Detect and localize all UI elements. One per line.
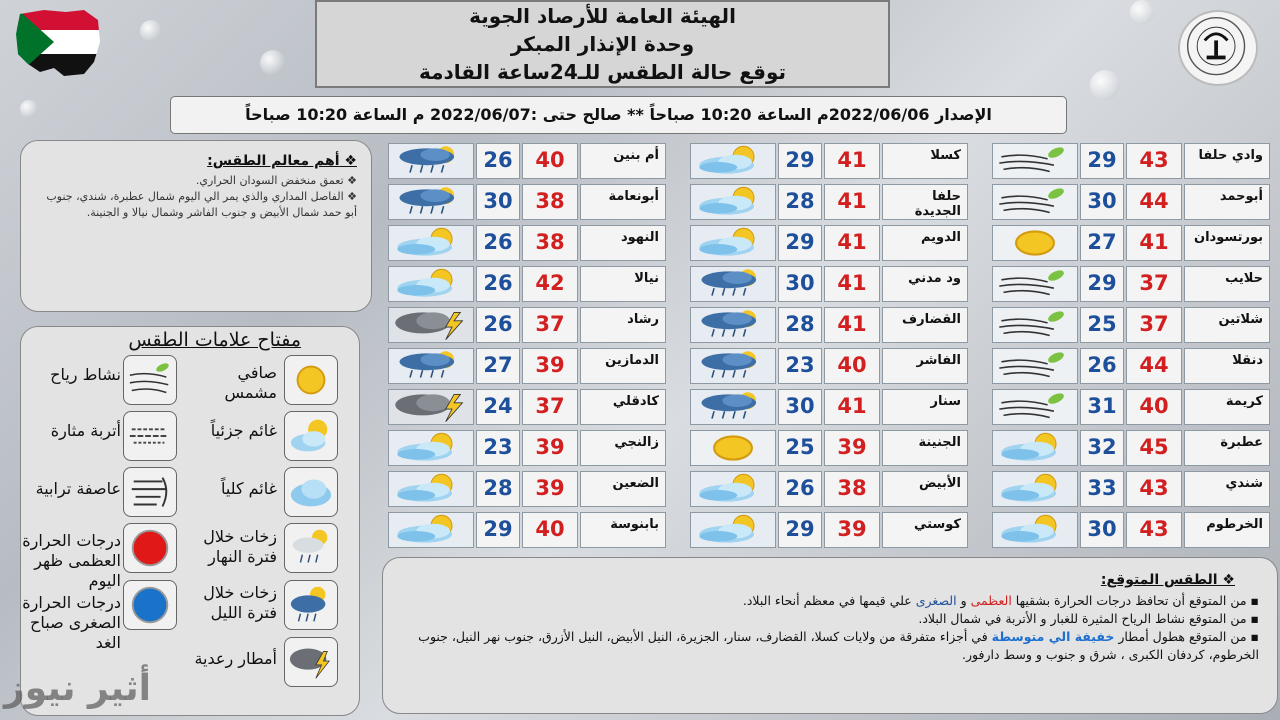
city-forecast-row [690, 266, 972, 302]
min-temp-value: 24 [476, 389, 520, 425]
min-temp-value: 29 [1080, 143, 1124, 179]
max-temp-value: 43 [1126, 471, 1182, 507]
authority-name: الهيئة العامة للأرصاد الجوية [469, 4, 736, 28]
min-temp-value: 30 [1080, 512, 1124, 548]
partly-cloudy-icon [284, 411, 338, 461]
cloudy-icon [284, 467, 338, 517]
city-forecast-row [388, 430, 670, 466]
city-forecast-row [388, 389, 670, 425]
features-item: ❖ الفاصل المداري والذي يمر الي اليوم شمال عطبرة، شندي، جنوب أبو حمد شمال الأبيض و جنوب الفاشر وشمال نيالا و الجنينة. [46, 190, 357, 219]
min-temp-value: 25 [1080, 307, 1124, 343]
background-droplet [20, 100, 38, 118]
city-forecast-row [388, 512, 670, 548]
min-temp-value: 30 [1080, 184, 1124, 220]
legend-label: زخات خلال فترة النهار [203, 527, 277, 566]
city-forecast-row [992, 143, 1274, 179]
min-temp-value: 30 [778, 389, 822, 425]
weather-condition-icon [690, 471, 776, 507]
issue-validity-line: الإصدار 2022/06/06م الساعة 10:20 صباحاً ** صالح حتى :2022/06/07 م الساعة 10:20 صباحاً [170, 96, 1067, 134]
weather-condition-icon [690, 512, 776, 548]
min-temp-value: 29 [778, 512, 822, 548]
min-temp-value: 23 [778, 348, 822, 384]
wind-icon [123, 355, 177, 405]
max-temp-value: 44 [1126, 184, 1182, 220]
weather-condition-icon [388, 389, 474, 425]
city-forecast-row [992, 348, 1274, 384]
min-temp-value: 29 [778, 143, 822, 179]
city-forecast-row [690, 143, 972, 179]
weather-condition-icon [388, 143, 474, 179]
min-temp-value: 33 [1080, 471, 1124, 507]
city-forecast-row [690, 430, 972, 466]
legend-label: عاصفة ترابية [35, 479, 121, 498]
min-temp-value: 29 [778, 225, 822, 261]
weather-condition-icon [690, 307, 776, 343]
max-temp-value: 38 [522, 184, 578, 220]
sudan-flag-icon [14, 6, 102, 78]
max-temp-value: 37 [1126, 307, 1182, 343]
city-name: بابنوسة [580, 512, 666, 548]
city-name: الفاشر [882, 348, 968, 384]
day-showers-icon [284, 523, 338, 573]
unit-name: وحدة الإنذار المبكر [510, 32, 695, 56]
background-droplet [260, 50, 286, 76]
legend-label: أتربة مثارة [50, 421, 121, 440]
weather-condition-icon [388, 184, 474, 220]
city-name: نيالا [580, 266, 666, 302]
legend-label: صافي مشمس [224, 363, 277, 402]
min-temp-value: 27 [476, 348, 520, 384]
city-forecast-row [388, 266, 670, 302]
max-temp-value: 39 [522, 430, 578, 466]
city-name: دنقلا [1184, 348, 1270, 384]
city-forecast-row [690, 512, 972, 548]
features-title-row: ❖ أهم معالم الطقس: [207, 153, 357, 169]
background-droplet [1130, 0, 1154, 24]
legend-label: درجات الحرارة الصغرى صباح الغد [22, 593, 121, 652]
city-name: الأبيض [882, 471, 968, 507]
city-name: ود مدني [882, 266, 968, 302]
weather-condition-icon [388, 512, 474, 548]
legend-label: زخات خلال فترة الليل [203, 583, 277, 622]
city-forecast-row [690, 348, 972, 384]
meteorological-authority-logo [1178, 10, 1258, 86]
min-temp-value: 29 [476, 512, 520, 548]
features-list [35, 173, 357, 221]
min-temp-value: 32 [1080, 430, 1124, 466]
background-droplet [1090, 70, 1120, 100]
min-temp-value: 23 [476, 430, 520, 466]
min-temp-icon [123, 580, 177, 630]
min-temp-value: 27 [1080, 225, 1124, 261]
city-forecast-row [388, 471, 670, 507]
max-temp-value: 40 [1126, 389, 1182, 425]
max-temp-value: 41 [824, 143, 880, 179]
weather-condition-icon [388, 348, 474, 384]
max-temp-value: 41 [824, 266, 880, 302]
city-name: أم بنين [580, 143, 666, 179]
max-temp-value: 38 [522, 225, 578, 261]
features-item: ❖ تعمق منخفض السودان الحراري. [195, 174, 357, 187]
forecast-title: توقع حالة الطقس للـ24ساعة القادمة [418, 60, 787, 84]
min-temp-value: 31 [1080, 389, 1124, 425]
max-temp-value: 43 [1126, 512, 1182, 548]
max-temp-value: 42 [522, 266, 578, 302]
bulletin-title-box [315, 0, 890, 88]
min-temp-word: الصغرى [915, 593, 957, 608]
city-forecast-row [992, 184, 1274, 220]
city-forecast-row [690, 389, 972, 425]
weather-features-panel [20, 140, 372, 312]
city-name: القضارف [882, 307, 968, 343]
city-name: كادقلي [580, 389, 666, 425]
weather-legend-panel [20, 326, 360, 716]
expected-item-temperature: ▪ من المتوقع أن تحافظ درجات الحرارة بشقيها العظمى و الصغرى علي قيمها في معظم أنحاء البلاد. [742, 593, 1259, 608]
expected-item-rain: ▪ من المتوقع هطول أمطار خفيفة الي متوسطة في أجزاء متفرقة من ولايات كسلا، القضارف، سنار، الجزيرة، النيل الأبيض، النيل الأزرق، جنوب نهر النيل، جنوب الخرطوم، كردفان الكبرى ، شرق و جنوب و وسط دارفور. [418, 629, 1259, 662]
city-name: أبوحمد [1184, 184, 1270, 220]
max-temp-icon [123, 523, 177, 573]
watermark: أثير نيوز [4, 668, 151, 709]
weather-condition-icon [992, 348, 1078, 384]
city-name: عطبرة [1184, 430, 1270, 466]
max-temp-value: 40 [522, 512, 578, 548]
legend-label: أمطار رعدية [194, 649, 277, 668]
expected-title: الطقس المتوقع: [1100, 572, 1218, 588]
city-forecast-row [992, 512, 1274, 548]
city-name: الدمازين [580, 348, 666, 384]
city-name: كوستي [882, 512, 968, 548]
expected-item-wind: ▪ من المتوقع نشاط الرياح المثيرة للغبار و الأتربة في شمال البلاد. [918, 611, 1259, 626]
city-name: وادي حلفا [1184, 143, 1270, 179]
city-forecast-row [388, 348, 670, 384]
legend-label: غائم جزئياً [210, 421, 277, 440]
weather-condition-icon [388, 307, 474, 343]
city-name: كريمة [1184, 389, 1270, 425]
city-forecast-row [992, 266, 1274, 302]
max-temp-value: 38 [824, 471, 880, 507]
max-temp-value: 37 [1126, 266, 1182, 302]
duststorm-icon [123, 467, 177, 517]
expected-weather-panel [382, 557, 1278, 714]
min-temp-value: 26 [476, 143, 520, 179]
weather-condition-icon [690, 143, 776, 179]
city-forecast-row [690, 307, 972, 343]
min-temp-value: 26 [476, 266, 520, 302]
weather-condition-icon [388, 430, 474, 466]
city-forecast-row [388, 225, 670, 261]
city-name: شندي [1184, 471, 1270, 507]
weather-condition-icon [992, 307, 1078, 343]
city-forecast-row [992, 225, 1274, 261]
legend-title: مفتاح علامات الطقس [128, 329, 301, 351]
max-temp-word: العظمى [970, 593, 1012, 608]
city-forecast-row [690, 471, 972, 507]
weather-condition-icon [992, 389, 1078, 425]
city-name: كسلا [882, 143, 968, 179]
weather-condition-icon [690, 266, 776, 302]
max-temp-value: 45 [1126, 430, 1182, 466]
city-name: بورتسودان [1184, 225, 1270, 261]
max-temp-value: 41 [824, 307, 880, 343]
min-temp-value: 30 [476, 184, 520, 220]
weather-condition-icon [388, 266, 474, 302]
city-name: زالنجي [580, 430, 666, 466]
weather-condition-icon [388, 471, 474, 507]
weather-condition-icon [388, 225, 474, 261]
weather-condition-icon [992, 471, 1078, 507]
min-temp-value: 28 [778, 184, 822, 220]
city-forecast-row [690, 225, 972, 261]
city-forecast-row [992, 471, 1274, 507]
features-title: أهم معالم الطقس: [207, 153, 340, 169]
max-temp-value: 37 [522, 389, 578, 425]
weather-condition-icon [690, 225, 776, 261]
max-temp-value: 39 [522, 471, 578, 507]
city-forecast-row [388, 307, 670, 343]
max-temp-value: 41 [824, 184, 880, 220]
expected-title-row: ❖ الطقس المتوقع: [1100, 572, 1235, 588]
city-forecast-row [690, 184, 972, 220]
weather-condition-icon [992, 266, 1078, 302]
city-name: الضعين [580, 471, 666, 507]
max-temp-value: 40 [522, 143, 578, 179]
night-showers-icon [284, 580, 338, 630]
min-temp-value: 28 [476, 471, 520, 507]
city-forecast-row [388, 143, 670, 179]
legend-label: غائم كلياً [220, 479, 277, 498]
legend-label: درجات الحرارة العظمى ظهر اليوم [22, 531, 121, 590]
min-temp-value: 26 [476, 225, 520, 261]
min-temp-value: 26 [1080, 348, 1124, 384]
legend-label: نشاط رياح [50, 365, 121, 384]
max-temp-value: 37 [522, 307, 578, 343]
min-temp-value: 30 [778, 266, 822, 302]
sun-icon [284, 355, 338, 405]
rain-intensity-word: خفيفة الي متوسطة [991, 629, 1115, 644]
city-name: الجنينة [882, 430, 968, 466]
city-forecast-row [388, 184, 670, 220]
max-temp-value: 39 [824, 430, 880, 466]
thunder-icon [284, 637, 338, 687]
dust-icon [123, 411, 177, 461]
weather-condition-icon [992, 143, 1078, 179]
weather-condition-icon [690, 348, 776, 384]
city-name: أبونعامة [580, 184, 666, 220]
city-forecast-row [992, 307, 1274, 343]
weather-condition-icon [992, 512, 1078, 548]
max-temp-value: 40 [824, 348, 880, 384]
max-temp-value: 39 [522, 348, 578, 384]
city-name: النهود [580, 225, 666, 261]
city-name: شلاتين [1184, 307, 1270, 343]
max-temp-value: 41 [824, 389, 880, 425]
weather-condition-icon [690, 184, 776, 220]
max-temp-value: 39 [824, 512, 880, 548]
max-temp-value: 41 [1126, 225, 1182, 261]
min-temp-value: 29 [1080, 266, 1124, 302]
city-forecast-row [992, 389, 1274, 425]
city-name: سنار [882, 389, 968, 425]
weather-condition-icon [690, 430, 776, 466]
city-name: رشاد [580, 307, 666, 343]
city-name: حلفا الجديدة [882, 184, 968, 220]
weather-condition-icon [992, 225, 1078, 261]
max-temp-value: 43 [1126, 143, 1182, 179]
min-temp-value: 25 [778, 430, 822, 466]
weather-condition-icon [690, 389, 776, 425]
expected-list [401, 592, 1259, 664]
min-temp-value: 26 [476, 307, 520, 343]
min-temp-value: 26 [778, 471, 822, 507]
city-name: الخرطوم [1184, 512, 1270, 548]
city-forecast-row [992, 430, 1274, 466]
city-name: الدويم [882, 225, 968, 261]
city-name: حلايب [1184, 266, 1270, 302]
background-droplet [140, 20, 162, 42]
min-temp-value: 28 [778, 307, 822, 343]
weather-condition-icon [992, 184, 1078, 220]
max-temp-value: 44 [1126, 348, 1182, 384]
max-temp-value: 41 [824, 225, 880, 261]
weather-condition-icon [992, 430, 1078, 466]
